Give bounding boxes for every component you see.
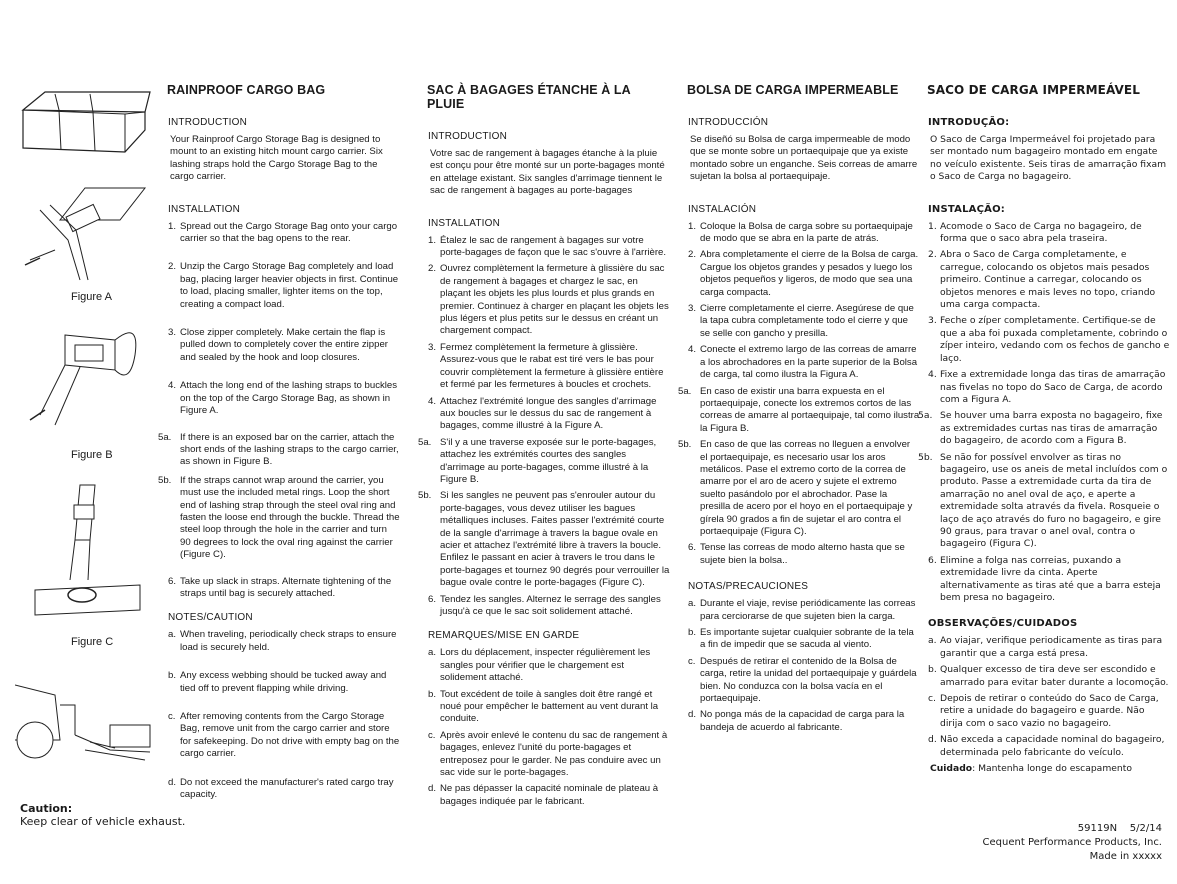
list-item: 5a. If there is an exposed bar on the carrier, attach the short ends of the lashing straps to the cargo carrier, as shown in Figure B. <box>158 431 399 468</box>
french-notes-heading: REMARQUES/MISE EN GARDE <box>428 630 580 642</box>
english-notes-list <box>160 629 400 801</box>
portuguese-care-note: Cuidado: Mantenha longe do escapamento <box>930 763 1132 775</box>
spanish-notes-list <box>680 598 920 734</box>
english-intro-text: Your Rainproof Cargo Storage Bag is designed to mount to an existing hitch mount cargo carrier. Six lashing straps hold the Cargo Storage Bag to the cargo carrier. <box>170 134 383 183</box>
list-item: 4. Fixe a extremidade longa das tiras de amarração nas fivelas no topo do Saco de Carga, de acordo com a Figura A. <box>928 369 1166 405</box>
english-column <box>160 78 400 811</box>
english-install-heading: INSTALLATION <box>168 203 241 215</box>
company-name: Cequent Performance Products, Inc. <box>982 837 1162 848</box>
list-item: a. Lors du déplacement, inspecter régulièrement les sangles pour vérifier que le chargement est solidement attaché. <box>428 647 651 684</box>
cargo-bag-illustration <box>15 80 155 160</box>
list-item: d. Ne pas dépasser la capacité nominale de plateau à bagages indiquée par le fabricant. <box>428 783 659 807</box>
french-intro-heading: INTRODUCTION <box>428 131 508 142</box>
portuguese-notes-list <box>920 635 1170 759</box>
list-item: d. Não exceda a capacidade nominal do bagageiro, determinada pelo fabricante do veículo. <box>928 734 1165 758</box>
list-item: 1. Acomode o Saco de Carga no bagageiro, de forma que o saco abra pela traseira. <box>928 220 1142 245</box>
list-item: 3. Fermez complètement la fermeture à glissière. Assurez-vous que le rabat est tiré vers le bas pour couvrir complètement la fermeture à glissière entière et fermé par les fermetures à boucles et crochets. <box>428 341 664 391</box>
list-item: 6. Take up slack in straps. Alternate tightening of the straps until bag is securely attached. <box>168 575 392 599</box>
made-in: Made in xxxxx <box>1089 851 1162 862</box>
list-item: 5b. If the straps cannot wrap around the carrier, you must use the included metal rings. Loop the short end of lashing strap through the steel oval ring and fasten the loose end through the buckle. Thread the steel loop through the hole in the carrier and turn 90 degrees to lock the oval ring against the carrier (Figure C). <box>158 474 400 561</box>
english-title: RAINPROOF CARGO BAG <box>167 83 326 97</box>
french-column <box>420 78 670 812</box>
list-item: 2. Abra o Saco de Carga completamente, e carregue, colocando os objetos mais pesados primeiro. Continue a carregar, colocando os objetos menores e mais leves no topo, criando uma carga compacta. <box>928 249 1156 311</box>
list-item: a. When traveling, periodically check straps to ensure load is securely held. <box>168 629 397 653</box>
list-item: 3. Cierre completamente el cierre. Asegúrese de que la tapa cubra completamente todo el cierre y que se selle con gancho y presilla. <box>688 303 914 339</box>
list-item: 5b. Se não for possível envolver as tiras no bagageiro, use os aneis de metal incluídos com o produto. Passe a extremidade curta da tira de amarração no anel oval de aço, e aperte a extremidade solta através da fivela. Rosqueie o laço de aço através do furo no bagageiro, e gire 90 graus, para travar o anel oval, contra o bagageiro (Figura C). <box>918 451 1168 550</box>
document-code: 59119N 5/2/14 <box>1077 823 1162 834</box>
figure-c-illustration <box>30 480 150 630</box>
portuguese-install-heading: INSTALAÇÃO: <box>928 203 1005 215</box>
spanish-intro-text: Se diseñó su Bolsa de carga impermeable de modo que se monte sobre un portaequipaje que ya existe montado sobre un enganche. Seis correas de amarre sujetan la bolsa al portaequipaje. <box>690 134 918 183</box>
list-item: 2. Ouvrez complètement la fermeture à glissière du sac de rangement à bagages et chargez le sac, en plaçant les objets les plus lourds et plus grands en premier. Continuez à charger en plaçant les objets les plus légers et plus petits sur le dessus en créant un chargement compact. <box>428 263 669 337</box>
figure-a-label: Figure A <box>71 291 112 303</box>
list-item: 4. Conecte el extremo largo de las correas de amarre a los abrochadores en la parte superior de la Bolsa de carga, tal como ilustra la Figura A. <box>688 344 918 381</box>
caution-text: Keep clear of vehicle exhaust. <box>20 815 186 828</box>
list-item: 3. Close zipper completely. Make certain the flap is pulled down to completely cover the entire zipper and sealed by the hook and loop closures. <box>168 327 388 363</box>
footer <box>983 822 1162 864</box>
list-item: a. Ao viajar, verifique periodicamente as tiras para garantir que a carga está presa. <box>928 635 1163 659</box>
list-item: c. Depois de retirar o conteúdo do Saco de Carga, retire a unidade do bagageiro e guarde. Não dirija com o saco vazio no bagageiro. <box>928 693 1159 729</box>
portuguese-column <box>920 78 1170 775</box>
list-item: d. No ponga más de la capacidad de carga para la bandeja de acuerdo al fabricante. <box>688 709 905 733</box>
list-item: b. Es importante sujetar cualquier sobrante de la tela a fin de impedir que se sacuda al viento. <box>688 627 914 651</box>
english-install-steps <box>160 221 400 601</box>
english-intro-heading: INTRODUCTION <box>168 117 248 128</box>
list-item: c. After removing contents from the Cargo Storage Bag, remove unit from the cargo carrier and store for safekeeping. Do not drive with empty bag on the cargo carrier. <box>168 711 400 760</box>
list-item: b. Any excess webbing should be tucked away and tied off to prevent flapping while driving. <box>168 670 387 694</box>
list-item: 5a. En caso de existir una barra expuesta en el portaequipaje, conecte los extremos cortos de las correas de amarre al portaequipaje, tal como ilustra la Figura B. <box>678 385 920 434</box>
caution-title: Caution: <box>20 802 73 815</box>
portuguese-notes-heading: OBSERVAÇÕES/CUIDADOS <box>928 618 1078 630</box>
list-item: 5a. Se houver uma barra exposta no bagageiro, fixe as extremidades curtas nas tiras de amarração do bagageiro, de acordo com a Figura B. <box>918 410 1163 447</box>
list-item: b. Qualquer excesso de tira deve ser escondido e amarrado para evitar bater durante a locomoção. <box>928 664 1169 688</box>
portuguese-intro-text: O Saco de Carga Impermeável foi projetado para ser montado num bagageiro montado em engate no veículo existente. Seis tiras de amarração fixam o Saco de Carga no bagageiro. <box>930 134 1167 183</box>
spanish-notes-heading: NOTAS/PRECAUCIONES <box>688 581 809 593</box>
figure-c-label: Figure C <box>71 636 114 648</box>
list-item: a. Durante el viaje, revise periódicamente las correas para cerciorarse de que sujeten bien la carga. <box>688 598 916 622</box>
portuguese-intro-heading: INTRODUÇÃO: <box>928 117 1010 128</box>
list-item: 6. Elimine a folga nas correias, puxando a extremidade livre da cinta. Aperte alternativamente as tiras até que a barra esteja bem presa no bagageiro. <box>928 554 1161 603</box>
english-notes-heading: NOTES/CAUTION <box>168 612 253 624</box>
spanish-intro-heading: INTRODUCCIÓN <box>688 117 769 128</box>
list-item: c. Después de retirar el contenido de la Bolsa de carga, retire la unidad del portaequipaje y guárdela bien. No conduzca con la bolsa vacía en el portaequipaje. <box>688 655 917 705</box>
list-item: 1. Spread out the Cargo Storage Bag onto your cargo carrier so that the bag opens to the rear. <box>168 220 398 245</box>
french-install-steps <box>420 235 670 619</box>
list-item: b. Tout excédent de toile à sangles doit être rangé et noué pour empêcher le battement au vent durant la conduite. <box>428 688 659 725</box>
list-item: 6. Tense las correas de modo alterno hasta que se sujete bien la bolsa.. <box>688 542 905 566</box>
list-item: 5a. S'il y a une traverse exposée sur le porte-bagages, attachez les extrémités courtes des sangles d'arrimage au porte-bagages, comme illustré à la Figure B. <box>418 436 657 485</box>
french-title: SAC À BAGAGES ÉTANCHE À LA PLUIE <box>427 83 631 111</box>
spanish-title: BOLSA DE CARGA IMPERMEABLE <box>687 83 899 97</box>
list-item: 5b. Si les sangles ne peuvent pas s'enrouler autour du porte-bagages, vous devez utiliser les bagues métalliques incluses. Faites passer l'extrémité courte de la sangle d'arrimage à travers la bague ovale en acier et attachez l'extrémité libre à travers la boucle. Enfilez le passant en acier à travers le trou dans le porte-bagages et tournez 90 degrés pour verrouiller la bague ovale contre le porte-bagages (Figure C). <box>418 490 670 589</box>
list-item: 5b. En caso de que las correas no lleguen a envolver el portaequipaje, es necesario usar los aros metálicos. Pase el extremo corto de la correa de amarre por el aro de acero y sujete el extremo suelto pasándolo por el abrochador. Pase la presilla de acero por el hoyo en el portaequipaje y gírela 90 grados a fin de sujetar el aro contra el portaequipaje (Figura C). <box>678 439 913 537</box>
list-item: 6. Tendez les sangles. Alternez le serrage des sangles jusqu'à ce que le sac soit solidement attaché. <box>428 593 661 617</box>
figure-b-illustration <box>20 315 150 435</box>
list-item: d. Do not exceed the manufacturer's rated cargo tray capacity. <box>168 776 394 801</box>
list-item: 2. Abra completamente el cierre de la Bolsa de carga. Cargue los objetos grandes y pesados y luego los objetos pequeños y ligeros, de modo que sea una carga compacta. <box>688 249 919 298</box>
vehicle-exhaust-illustration <box>15 680 155 770</box>
figure-a-illustration <box>20 180 150 290</box>
list-item: 3. Feche o zíper completamente. Certifique-se de que a aba foi puxada completamente, cobrindo o zíper inteiro, vedando com os fechos de gancho e laço. <box>928 315 1170 364</box>
french-notes-list <box>420 647 670 808</box>
portuguese-install-steps <box>920 221 1170 605</box>
list-item: 4. Attachez l'extrémité longue des sangles d'arrimage aux boucles sur le dessus du sac de rangement à bagages, comme illustré à la Figure A. <box>428 395 657 432</box>
figure-b-label: Figure B <box>71 449 113 461</box>
list-item: 4. Attach the long end of the lashing straps to buckles on the top of the Cargo Storage Bag, as shown in Figure A. <box>168 380 398 417</box>
spanish-install-steps <box>680 221 920 568</box>
list-item: 1. Étalez le sac de rangement à bagages sur votre porte-bagages de façon que le sac s'ouvre à l'arrière. <box>428 234 667 259</box>
list-item: 1. Coloque la Bolsa de carga sobre su portaequipaje de modo que se abra en la parte de atrás. <box>688 220 913 245</box>
list-item: c. Après avoir enlevé le contenu du sac de rangement à bagages, enlevez l'unité du porte-bagages et entreposez pour le garder. Ne pas conduire avec un sac vide sur le porte-bagages. <box>428 729 668 779</box>
spanish-install-heading: INSTALACIÓN <box>688 203 757 215</box>
spanish-column <box>680 78 920 738</box>
french-install-heading: INSTALLATION <box>428 217 501 229</box>
french-intro-text: Votre sac de rangement à bagages étanche à la pluie est conçu pour être monté sur un porte-bagages monté en attelage existant. Six sangles d'arrimage tiennent le sac de rangement à bagages au porte-bagages <box>430 148 665 197</box>
portuguese-title: SACO DE CARGA IMPERMEÁVEL <box>927 83 1140 97</box>
list-item: 2. Unzip the Cargo Storage Bag completely and load bag, placing larger heavier objects in first. Continue to load, placing smaller, lighter items on the top, creating a compact load. <box>168 261 399 310</box>
caution-note <box>20 802 185 828</box>
